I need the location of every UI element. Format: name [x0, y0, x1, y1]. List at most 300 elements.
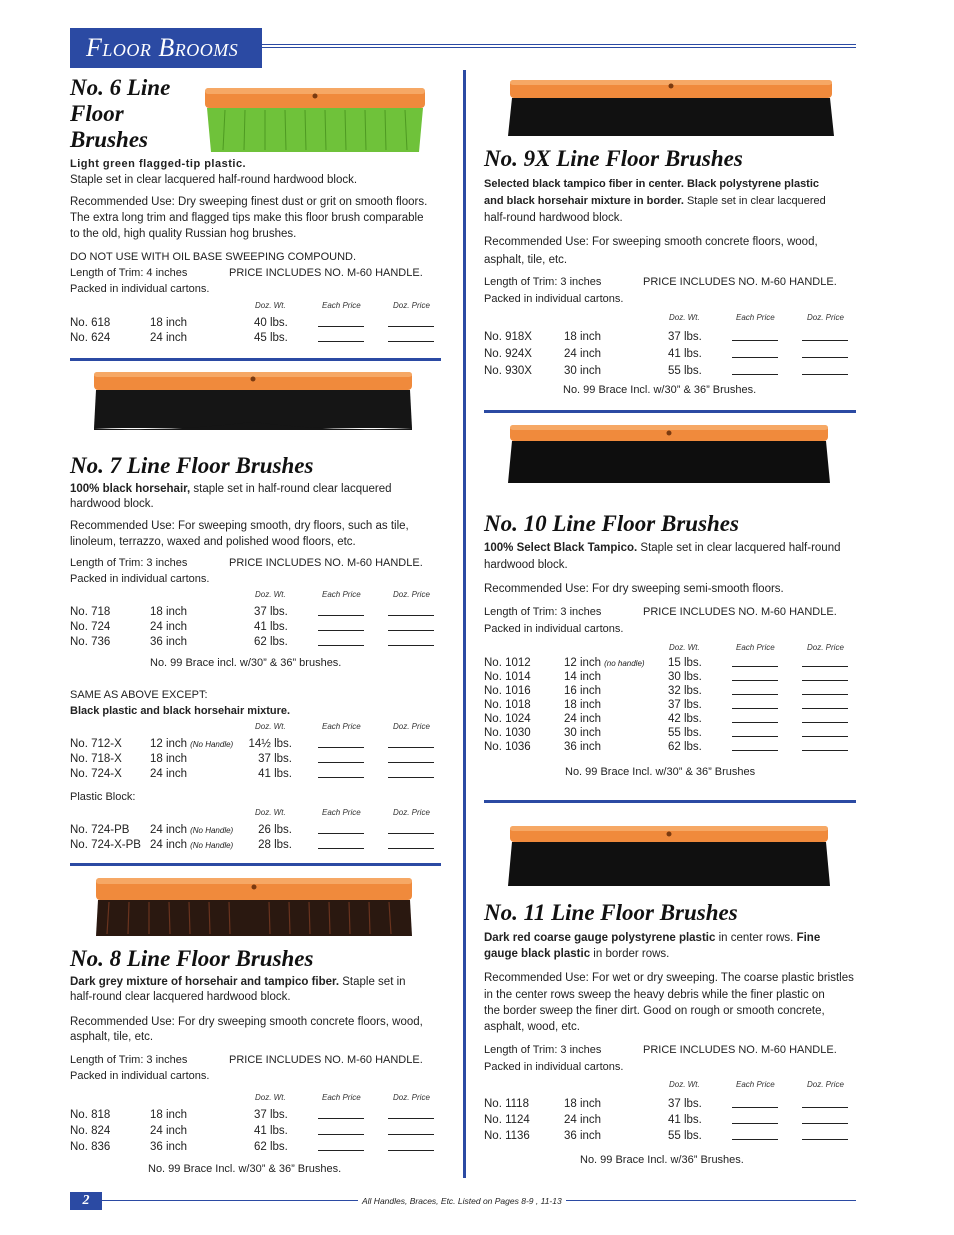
b8-hdr-doz: Doz. Price	[393, 1093, 430, 1102]
divider	[70, 863, 441, 866]
b6-pack: Packed in individual cartons.	[70, 283, 210, 295]
item-size-value: 24 inch	[150, 621, 188, 633]
item-size-value: 18 inch	[150, 1109, 188, 1121]
table-row	[484, 656, 854, 670]
b6-title-1: No. 6 Line	[70, 75, 171, 100]
each-price-field	[318, 331, 364, 342]
b6-material: Light green flagged-tip plastic.	[70, 158, 247, 170]
item-size-value: 36 inch	[150, 1141, 188, 1153]
table-row	[70, 838, 440, 853]
b11-desc-2	[484, 946, 669, 962]
each-price-field	[318, 316, 364, 327]
b10-material: 100% Select Black Tampico.	[484, 542, 638, 554]
table-row	[70, 316, 440, 331]
item-weight: 45 lbs.	[254, 332, 288, 344]
b10-title: No. 10 Line Floor Brushes	[484, 511, 739, 536]
table-row	[484, 712, 854, 726]
b7-hdr3-each: Each Price	[322, 808, 361, 817]
item-size-value: 36 inch	[150, 636, 188, 648]
item-size-value: 24 inch	[150, 1125, 188, 1137]
item-number: No. 618	[70, 317, 111, 329]
item-number: No. 1136	[484, 1130, 530, 1142]
brush-7-image	[92, 372, 414, 444]
b7-hdr2-doz: Doz. Price	[393, 722, 430, 731]
b6-use-1: Recommended Use: Dry sweeping finest dust or grit on smooth floors.	[70, 196, 428, 208]
b10-brace: No. 99 Brace Incl. w/30” & 36” Brushes	[565, 766, 756, 778]
item-note: (No Handle)	[190, 826, 234, 835]
each-price-field	[318, 838, 364, 849]
item-weight: 37 lbs.	[254, 1109, 288, 1121]
item-weight: 37 lbs.	[258, 753, 292, 765]
item-size	[150, 737, 233, 752]
item-weight: 41 lbs.	[258, 768, 292, 780]
divider	[484, 410, 856, 413]
item-weight: 62 lbs.	[668, 741, 702, 753]
each-price-field	[732, 684, 778, 695]
b11-brace: No. 99 Brace Incl. w/36” Brushes.	[580, 1154, 744, 1166]
b11-desc-rest-2: in border rows.	[590, 948, 670, 960]
b11-desc-1	[484, 930, 820, 946]
each-price-field	[732, 1113, 778, 1124]
doz-price-field	[802, 726, 848, 737]
item-size	[564, 1129, 601, 1143]
item-size	[150, 1108, 187, 1122]
each-price-field	[318, 767, 364, 778]
header-rule	[262, 44, 856, 48]
doz-price-field	[388, 635, 434, 646]
each-price-field	[732, 347, 778, 358]
item-size-value: 24 inch	[150, 839, 188, 851]
item-number: No. 824	[70, 1125, 111, 1137]
item-size	[150, 1124, 187, 1138]
item-size-value: 24 inch	[150, 824, 188, 836]
table-row	[484, 330, 854, 347]
b9-material-2: and black horsehair mixture in border.	[484, 195, 684, 207]
item-size-value: 18 inch	[564, 1098, 602, 1110]
b10-pack: Packed in individual cartons.	[484, 623, 624, 635]
item-number: No. 718-X	[70, 753, 122, 765]
each-price-field	[732, 330, 778, 341]
b9-title: No. 9X Line Floor Brushes	[484, 146, 743, 171]
item-size	[564, 364, 601, 378]
doz-price-field	[802, 712, 848, 723]
item-weight: 41 lbs.	[254, 1125, 288, 1137]
each-price-field	[732, 656, 778, 667]
item-size-value: 24 inch	[564, 348, 602, 360]
b6-title-2: Floor	[70, 101, 124, 126]
b6-use-3: to the old, high quality Russian hog brushes.	[70, 228, 297, 240]
each-price-field	[732, 1097, 778, 1108]
b8-desc-rest: Staple set in	[339, 976, 406, 988]
item-number: No. 1012	[484, 657, 531, 669]
each-price-field	[318, 1140, 364, 1151]
item-weight: 30 lbs.	[668, 671, 702, 683]
b9-price-note: PRICE INCLUDES NO. M-60 HANDLE.	[643, 276, 837, 288]
item-size-value: 16 inch	[564, 685, 602, 697]
item-weight: 42 lbs.	[668, 713, 702, 725]
table-row	[484, 684, 854, 698]
doz-price-field	[388, 838, 434, 849]
item-weight: 37 lbs.	[668, 699, 702, 711]
table-row	[484, 364, 854, 381]
each-price-field	[732, 726, 778, 737]
b6-use-2: The extra long trim and flagged tips make this floor brush comparable	[70, 212, 424, 224]
b8-use-2: asphalt, tile, etc.	[70, 1031, 154, 1043]
doz-price-field	[388, 331, 434, 342]
b8-brace: No. 99 Brace Incl. w/30” & 36” Brushes.	[148, 1163, 342, 1175]
item-size	[150, 838, 233, 853]
each-price-field	[318, 620, 364, 631]
b11-trim: Length of Trim: 3 inches	[484, 1044, 602, 1056]
section-header: Floor Brooms	[70, 28, 262, 68]
b9-desc-rest: Staple set in clear lacquered	[683, 195, 826, 207]
each-price-field	[732, 740, 778, 751]
table-row	[70, 767, 440, 782]
table-row	[484, 1113, 854, 1129]
item-size	[150, 823, 233, 838]
doz-price-field	[388, 605, 434, 616]
doz-price-field	[802, 1097, 848, 1108]
item-size	[564, 698, 601, 712]
item-note: (No Handle)	[190, 740, 234, 749]
table-row	[70, 1140, 440, 1156]
item-note: (No Handle)	[190, 841, 234, 850]
item-number: No. 1118	[484, 1098, 529, 1110]
item-size	[564, 684, 601, 698]
item-size-value: 36 inch	[564, 741, 602, 753]
each-price-field	[318, 1124, 364, 1135]
divider	[70, 358, 441, 361]
b7-desc-rest: staple set in half-round clear lacquered	[190, 483, 392, 495]
item-size-value: 14 inch	[564, 671, 602, 683]
item-number: No. 624	[70, 332, 111, 344]
item-size	[564, 330, 601, 344]
item-size	[150, 1140, 187, 1154]
item-weight: 41 lbs.	[668, 348, 702, 360]
b6-hdr-doz: Doz. Price	[393, 301, 430, 310]
item-size	[564, 670, 601, 684]
doz-price-field	[802, 670, 848, 681]
b6-trim: Length of Trim: 4 inches	[70, 267, 188, 279]
b11-hdr-doz: Doz. Price	[807, 1080, 844, 1089]
b8-hdr-wt: Doz. Wt.	[255, 1093, 286, 1102]
item-size	[564, 656, 645, 671]
item-size	[564, 1113, 601, 1127]
table-row	[484, 740, 854, 754]
doz-price-field	[802, 1129, 848, 1140]
b11-title: No. 11 Line Floor Brushes	[484, 900, 738, 925]
b9-brace: No. 99 Brace Incl. w/30” & 36” Brushes.	[563, 384, 757, 396]
doz-price-field	[802, 656, 848, 667]
b8-use-1: Recommended Use: For dry sweeping smooth concrete floors, wood,	[70, 1016, 423, 1028]
b7-use-1: Recommended Use: For sweeping smooth, dry floors, such as tile,	[70, 520, 409, 532]
b10-trim: Length of Trim: 3 inches	[484, 606, 602, 618]
brush-6-image	[205, 86, 425, 154]
item-size-value: 30 inch	[564, 365, 602, 377]
item-size-value: 24 inch	[564, 713, 602, 725]
item-size	[150, 635, 187, 649]
b9-hdr-doz: Doz. Price	[807, 313, 844, 322]
item-weight: 55 lbs.	[668, 727, 702, 739]
item-weight: 37 lbs.	[668, 331, 702, 343]
b7-trim: Length of Trim: 3 inches	[70, 557, 188, 569]
b8-trim: Length of Trim: 3 inches	[70, 1054, 188, 1066]
item-number: No. 818	[70, 1109, 111, 1121]
doz-price-field	[388, 767, 434, 778]
table-row	[484, 726, 854, 740]
b7-hdr2-wt: Doz. Wt.	[255, 722, 286, 731]
item-weight: 26 lbs.	[258, 824, 292, 836]
item-size	[564, 1097, 601, 1111]
b9-material-1: Selected black tampico fiber in center. Black polystyrene plastic	[484, 178, 820, 190]
item-number: No. 1030	[484, 727, 531, 739]
b7-material: 100% black horsehair,	[70, 483, 191, 495]
item-size	[150, 331, 187, 345]
item-size-value: 18 inch	[564, 331, 602, 343]
each-price-field	[318, 1108, 364, 1119]
item-size	[564, 740, 601, 754]
b10-desc-2: hardwood block.	[484, 559, 568, 571]
divider	[484, 800, 856, 803]
page-number: 2	[70, 1192, 102, 1210]
b10-price-note: PRICE INCLUDES NO. M-60 HANDLE.	[643, 606, 837, 618]
item-size-value: 12 inch	[150, 738, 188, 750]
item-size	[564, 726, 601, 740]
brush-8-image	[94, 878, 414, 938]
b8-material: Dark grey mixture of horsehair and tampico fiber.	[70, 976, 340, 988]
table-row	[70, 620, 440, 635]
item-weight: 15 lbs.	[668, 657, 702, 669]
table-row	[484, 1129, 854, 1145]
item-size-value: 24 inch	[150, 332, 188, 344]
each-price-field	[318, 635, 364, 646]
b7-use-2: linoleum, terrazzo, waxed and polished wood floors, etc.	[70, 536, 356, 548]
b11-pack: Packed in individual cartons.	[484, 1061, 624, 1073]
b7-same-material: Black plastic and black horsehair mixture.	[70, 705, 291, 717]
b11-use-3: the border sweep the finer dirt. Good on rough or smooth concrete,	[484, 1005, 825, 1017]
doz-price-field	[388, 737, 434, 748]
b10-hdr-each: Each Price	[736, 643, 775, 652]
b9-pack: Packed in individual cartons.	[484, 293, 624, 305]
b8-price-note: PRICE INCLUDES NO. M-60 HANDLE.	[229, 1054, 423, 1066]
b9-hdr-wt: Doz. Wt.	[669, 313, 700, 322]
item-weight: 41 lbs.	[254, 621, 288, 633]
b10-desc-1	[484, 540, 841, 556]
item-size	[150, 767, 187, 781]
b9-use-1: Recommended Use: For sweeping smooth concrete floors, wood,	[484, 236, 818, 248]
item-number: No. 712-X	[70, 738, 122, 750]
b7-hdr3-doz: Doz. Price	[393, 808, 430, 817]
doz-price-field	[388, 316, 434, 327]
each-price-field	[318, 737, 364, 748]
item-size	[150, 752, 187, 766]
b8-pack: Packed in individual cartons.	[70, 1070, 210, 1082]
b7-hdr-doz: Doz. Price	[393, 590, 430, 599]
table-row	[70, 1124, 440, 1140]
b7-price-note: PRICE INCLUDES NO. M-60 HANDLE.	[229, 557, 423, 569]
item-weight: 62 lbs.	[254, 636, 288, 648]
item-number: No. 724-X-PB	[70, 839, 141, 851]
b8-desc-1	[70, 974, 406, 990]
b9-trim: Length of Trim: 3 inches	[484, 276, 602, 288]
item-size-value: 24 inch	[564, 1114, 602, 1126]
table-row	[70, 823, 440, 838]
each-price-field	[318, 752, 364, 763]
b7-hdr-wt: Doz. Wt.	[255, 590, 286, 599]
b11-use-2: in the center rows sweep the heavy debris while the finer plastic on	[484, 989, 825, 1001]
b8-hdr-each: Each Price	[322, 1093, 361, 1102]
doz-price-field	[802, 330, 848, 341]
table-row	[70, 737, 440, 752]
b10-use: Recommended Use: For dry sweeping semi-smooth floors.	[484, 583, 784, 595]
b6-warning: DO NOT USE WITH OIL BASE SWEEPING COMPOUND.	[70, 251, 357, 263]
item-number: No. 1036	[484, 741, 531, 753]
b11-material-2: gauge black plastic	[484, 948, 591, 960]
b9-desc-3: half-round hardwood block.	[484, 212, 623, 224]
item-weight: 32 lbs.	[668, 685, 702, 697]
item-weight: 37 lbs.	[668, 1098, 702, 1110]
item-number: No. 724-X	[70, 768, 122, 780]
item-number: No. 1014	[484, 671, 531, 683]
doz-price-field	[388, 620, 434, 631]
item-size-value: 24 inch	[150, 768, 188, 780]
b6-hdr-wt: Doz. Wt.	[255, 301, 286, 310]
item-size-value: 30 inch	[564, 727, 602, 739]
item-number: No. 918X	[484, 331, 532, 343]
brush-10-image	[506, 425, 832, 485]
item-weight: 28 lbs.	[258, 839, 292, 851]
item-size-value: 18 inch	[150, 317, 188, 329]
item-number: No. 1018	[484, 699, 531, 711]
item-weight: 55 lbs.	[668, 365, 702, 377]
b6-hdr-each: Each Price	[322, 301, 361, 310]
table-row	[484, 698, 854, 712]
b7-desc-1	[70, 481, 392, 497]
table-row	[70, 331, 440, 346]
b11-price-note: PRICE INCLUDES NO. M-60 HANDLE.	[643, 1044, 837, 1056]
item-number: No. 718	[70, 606, 111, 618]
item-number: No. 1016	[484, 685, 531, 697]
b7-hdr3-wt: Doz. Wt.	[255, 808, 286, 817]
table-row	[70, 752, 440, 767]
item-size-value: 36 inch	[564, 1130, 602, 1142]
item-number: No. 930X	[484, 365, 532, 377]
item-weight: 37 lbs.	[254, 606, 288, 618]
doz-price-field	[802, 740, 848, 751]
b9-use-2: asphalt, tile, etc.	[484, 254, 568, 266]
b9-desc-2	[484, 193, 826, 209]
item-size	[150, 620, 187, 634]
item-number: No. 724-PB	[70, 824, 130, 836]
b11-hdr-wt: Doz. Wt.	[669, 1080, 700, 1089]
item-number: No. 924X	[484, 348, 532, 360]
b7-title: No. 7 Line Floor Brushes	[70, 453, 314, 478]
each-price-field	[732, 364, 778, 375]
doz-price-field	[802, 1113, 848, 1124]
item-size-value: 12 inch	[564, 657, 602, 669]
item-size-value: 18 inch	[150, 753, 188, 765]
item-weight: 55 lbs.	[668, 1130, 702, 1142]
doz-price-field	[388, 823, 434, 834]
doz-price-field	[388, 1140, 434, 1151]
doz-price-field	[802, 347, 848, 358]
item-size	[564, 712, 601, 726]
item-weight: 41 lbs.	[668, 1114, 702, 1126]
table-row	[484, 347, 854, 364]
b11-use-4: asphalt, wood, etc.	[484, 1021, 580, 1033]
item-number: No. 724	[70, 621, 111, 633]
b11-hdr-each: Each Price	[736, 1080, 775, 1089]
item-size	[150, 316, 187, 330]
doz-price-field	[802, 698, 848, 709]
b7-pack: Packed in individual cartons.	[70, 573, 210, 585]
b7-hdr-each: Each Price	[322, 590, 361, 599]
b10-desc-rest: Staple set in clear lacquered half-round	[637, 542, 841, 554]
b6-price-note: PRICE INCLUDES NO. M-60 HANDLE.	[229, 267, 423, 279]
item-weight: 40 lbs.	[254, 317, 288, 329]
column-divider	[463, 70, 466, 1178]
item-number: No. 836	[70, 1141, 111, 1153]
item-number: No. 1024	[484, 713, 531, 725]
each-price-field	[318, 823, 364, 834]
each-price-field	[732, 670, 778, 681]
item-size	[150, 605, 187, 619]
table-row	[70, 635, 440, 650]
b7-same: SAME AS ABOVE EXCEPT:	[70, 689, 208, 701]
each-price-field	[732, 1129, 778, 1140]
b8-desc-2: half-round clear lacquered hardwood block.	[70, 991, 291, 1003]
b6-desc: Staple set in clear lacquered half-round hardwood block.	[70, 174, 358, 186]
b11-material-1: Dark red coarse gauge polystyrene plastic	[484, 932, 716, 944]
doz-price-field	[802, 684, 848, 695]
table-row	[484, 670, 854, 684]
b10-hdr-wt: Doz. Wt.	[669, 643, 700, 652]
b7-hdr2-each: Each Price	[322, 722, 361, 731]
each-price-field	[732, 712, 778, 723]
item-size-value: 18 inch	[150, 606, 188, 618]
b7-plastic-label: Plastic Block:	[70, 791, 136, 803]
b10-hdr-doz: Doz. Price	[807, 643, 844, 652]
table-row	[70, 1108, 440, 1124]
b6-title-3: Brushes	[70, 127, 148, 152]
doz-price-field	[388, 752, 434, 763]
table-row	[484, 1097, 854, 1113]
b11-material-1b: Fine	[793, 932, 821, 944]
item-note: (no handle)	[604, 659, 645, 668]
doz-price-field	[388, 1124, 434, 1135]
item-weight: 14½ lbs.	[248, 738, 292, 750]
item-weight: 62 lbs.	[254, 1141, 288, 1153]
item-number: No. 736	[70, 636, 111, 648]
each-price-field	[318, 605, 364, 616]
b11-desc-rest-1: in center rows.	[715, 932, 794, 944]
doz-price-field	[802, 364, 848, 375]
each-price-field	[732, 698, 778, 709]
doz-price-field	[388, 1108, 434, 1119]
b9-hdr-each: Each Price	[736, 313, 775, 322]
item-size	[564, 347, 601, 361]
b7-desc-2: hardwood block.	[70, 498, 154, 510]
brush-9x-image	[506, 80, 836, 140]
footer-note: All Handles, Braces, Etc. Listed on Pages 8-9 , 11-13	[358, 1196, 566, 1206]
b11-use-1: Recommended Use: For wet or dry sweeping. The coarse plastic bristles	[484, 972, 854, 984]
b8-title: No. 8 Line Floor Brushes	[70, 946, 314, 971]
table-row	[70, 605, 440, 620]
item-number: No. 1124	[484, 1114, 530, 1126]
item-size-value: 18 inch	[564, 699, 602, 711]
b7-brace: No. 99 Brace incl. w/30” & 36” brushes.	[150, 657, 342, 669]
brush-11-image	[506, 826, 832, 888]
